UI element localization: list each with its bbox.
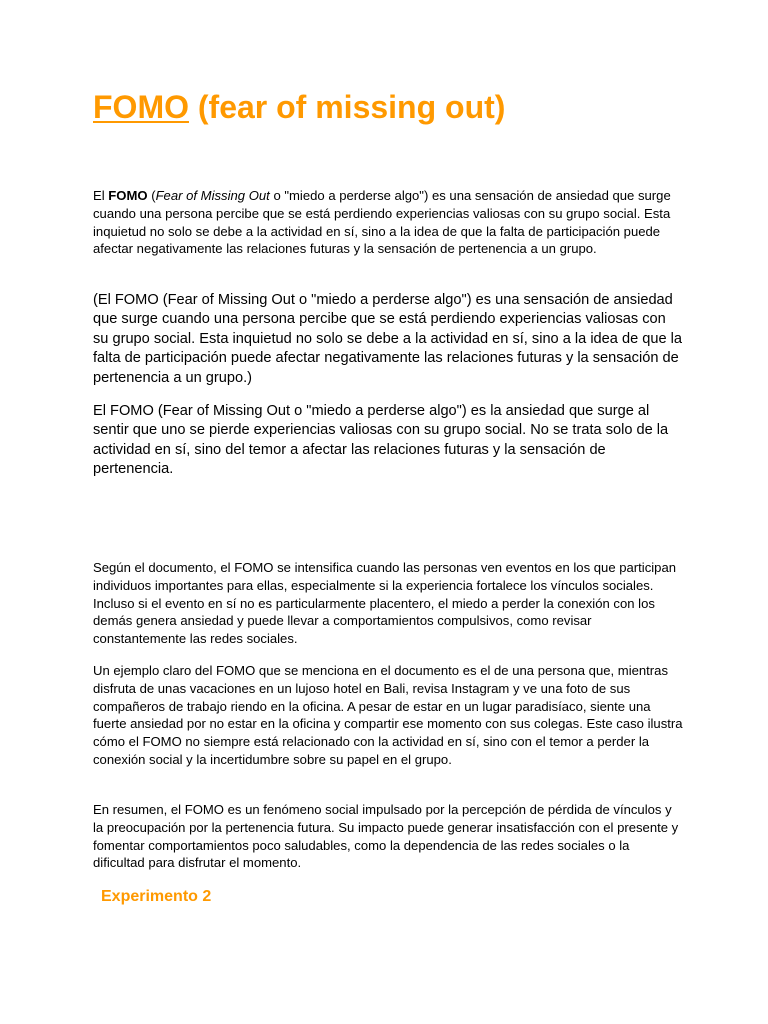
intro-remainder: o "miedo a perderse algo") es una sensación de ansiedad que surge cuando una persona percibe que se está perdiendo experiencias valiosas con su grupo social. Esta inquietud no solo se debe a la actividad en sí, sino a la idea de que la falta de participación puede afectar negativamente las relaciones futuras y la sensación de pertenencia a un grupo. <box>93 188 671 257</box>
intro-paragraph <box>93 187 683 258</box>
paragraph-example: Un ejemplo claro del FOMO que se menciona en el documento es el de una persona que, mientras disfruta de unas vacaciones en un lujoso hotel en Bali, revisa Instagram y ve una foto de sus compañeros de trabajo riendo en la oficina. A pesar de estar en un lugar paradisíaco, siente una fuerte ansiedad por no estar en la oficina y compartir ese momento con sus colegas. Este caso ilustra cómo el FOMO no siempre está relacionado con la actividad en sí, sino con el temor a perder la conexión social y la incertidumbre sobre su papel en el grupo. <box>93 663 683 767</box>
section-heading-experimento-2: Experimento 2 <box>101 888 212 905</box>
title-abbreviation: FOMO <box>93 89 189 125</box>
intro-term-english: Fear of Missing Out <box>155 188 270 203</box>
page-title <box>93 86 505 128</box>
paragraph-conclusion: En resumen, el FOMO es un fenómeno social impulsado por la percepción de pérdida de vínculos y la preocupación por la pertenencia futura. Su impacto puede generar insatisfacción con el presente y fomentar comportamientos poco saludables, como la dependencia de las redes sociales o la dificultad para disfrutar el momento. <box>93 802 679 871</box>
paragraph-parenthetical: (El FOMO (Fear of Missing Out o "miedo a perderse algo") es una sensación de ansiedad que surge cuando una persona percibe que se está perdiendo experiencias valiosas con su grupo social. Esta inquietud no solo se debe a la actividad en sí, sino a la idea de que la falta de participación puede afectar negativamente las relaciones futuras y la sensación de pertenencia a un grupo.) <box>93 292 683 386</box>
intro-open-paren: ( <box>147 188 156 203</box>
intro-lead: El <box>93 188 109 203</box>
intro-term: FOMO <box>108 188 148 203</box>
paragraph-intensification: Según el documento, el FOMO se intensifica cuando las personas ven eventos en los que participan individuos importantes para ellas, especialmente si la experiencia fortalece los vínculos sociales. Incluso si el evento en sí no es particularmente placentero, el miedo a perder la conexión con los demás genera ansiedad y puede llevar a comportamientos compulsivos, como revisar constantemente las redes sociales. <box>93 560 677 647</box>
paragraph-summary-definition: El FOMO (Fear of Missing Out o "miedo a perderse algo") es la ansiedad que surge al sentir que uno se pierde experiencias valiosas con su grupo social. No se trata solo de la actividad en sí, sino del temor a afectar las relaciones futuras y la sensación de pertenencia. <box>93 403 669 478</box>
title-expansion: (fear of missing out) <box>188 89 506 125</box>
